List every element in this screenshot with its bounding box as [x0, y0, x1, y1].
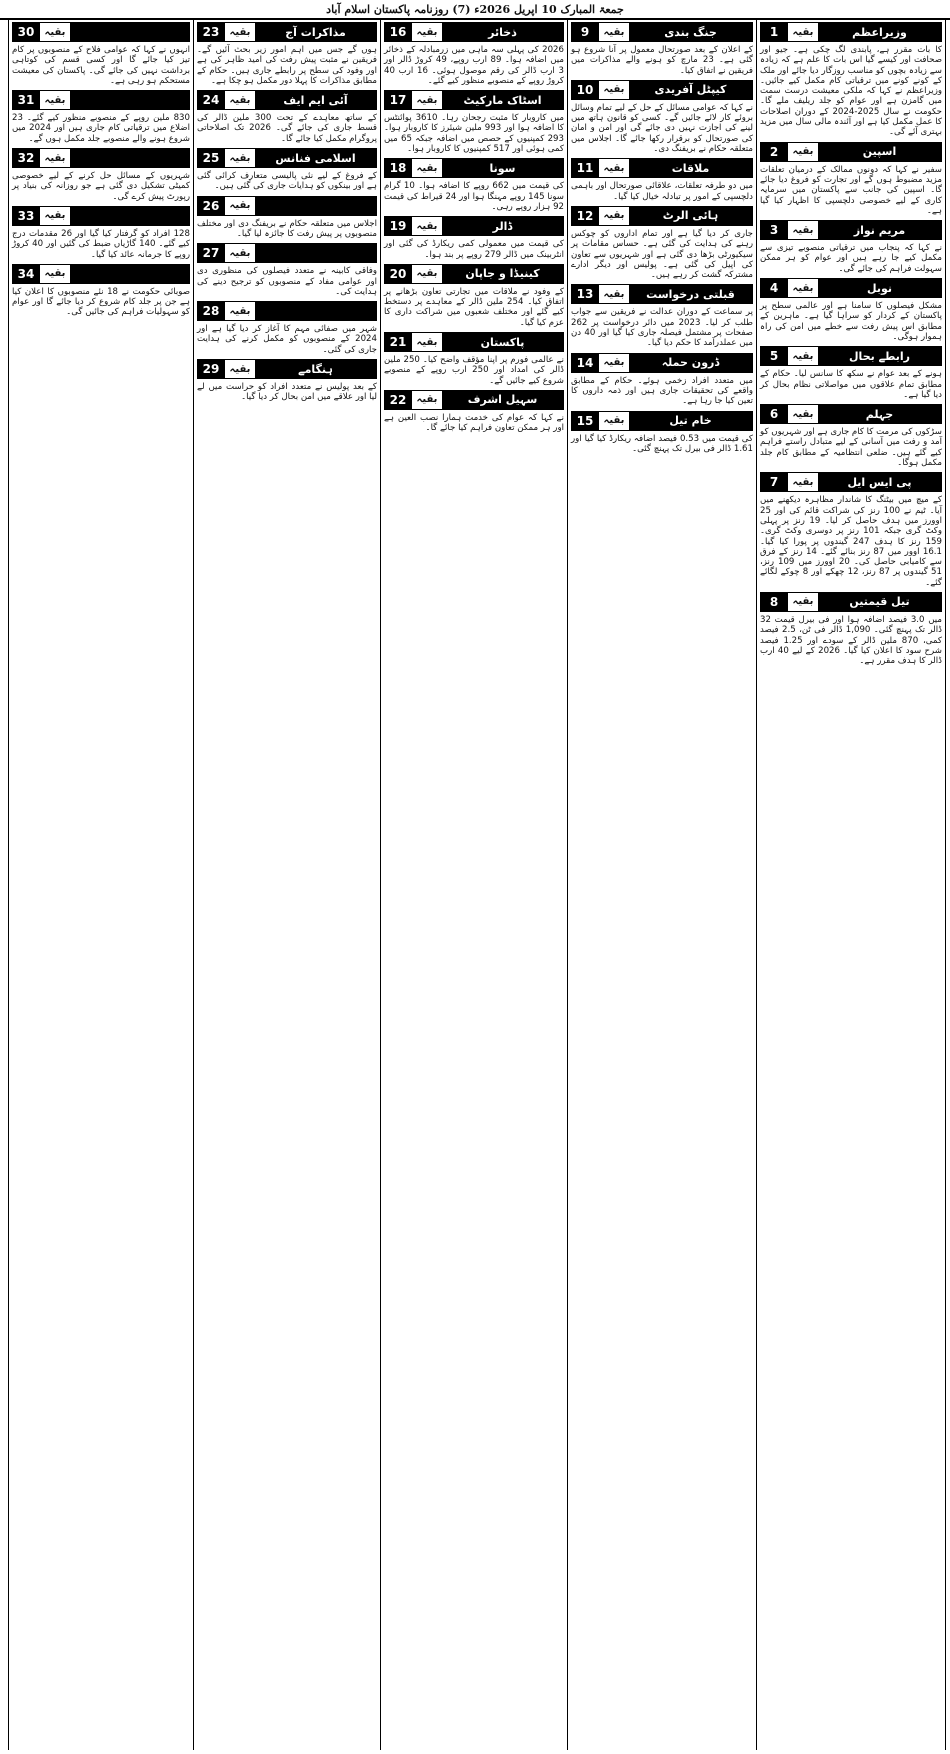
- continuation-number: 34: [13, 265, 39, 283]
- baqia-label: بقیہ: [787, 279, 818, 297]
- continuation-title: پی ایس ایل: [818, 473, 941, 491]
- continuation-block: [760, 472, 942, 588]
- continuation-block: [197, 22, 377, 86]
- article-body: کے ساتھ معاہدے کے تحت 300 ملین ڈالر کی قسط جاری کی جائے گی۔ 2026 تک اصلاحاتی پروگرام مکمل کیا جائے گا۔: [197, 113, 378, 144]
- continuation-block: [760, 220, 942, 274]
- continuation-number: 11: [572, 159, 598, 177]
- continuation-title: [70, 265, 189, 283]
- continuation-block: [384, 332, 564, 386]
- baqia-label: بقیہ: [598, 412, 629, 430]
- continuation-title: [255, 244, 376, 262]
- continuation-header: [197, 301, 377, 321]
- baqia-label: بقیہ: [411, 217, 442, 235]
- baqia-label: بقیہ: [787, 347, 818, 365]
- continuation-header: [384, 22, 564, 42]
- continuation-header: [197, 243, 377, 263]
- continuation-header: [12, 148, 190, 168]
- continuation-block: [571, 22, 753, 76]
- continuation-block: [12, 22, 190, 86]
- article-body: میں کاروبار کا مثبت رجحان رہا۔ 3610 پوائنٹس کا اضافہ ہوا اور 993 ملین شیئرز کا کاروبار ہوا۔ 293 کمپنیوں کے حصص میں اضافہ جبکہ 65 میں کمی ہوئی اور 517 کمپنیوں کا کاروبار ہوا۔: [384, 113, 564, 155]
- baqia-label: بقیہ: [787, 221, 818, 239]
- continuation-block: [760, 592, 942, 666]
- continuation-block: [760, 404, 942, 468]
- baqia-label: بقیہ: [39, 91, 70, 109]
- continuation-number: 33: [13, 207, 39, 225]
- article-body: شہر میں صفائی مہم کا آغاز کر دیا گیا ہے اور 2024 کے منصوبوں کو مکمل کرنے کی ہدایت جاری کی گئی۔: [197, 324, 377, 355]
- continuation-block: [12, 90, 190, 144]
- article-body: نے کہا کہ عوام کی خدمت ہمارا نصب العین ہے اور ہر ممکن تعاون فراہم کیا جائے گا۔: [384, 412, 564, 434]
- continuation-header: [760, 220, 942, 240]
- article-body: مشکل فیصلوں کا سامنا ہے اور عالمی سطح پر پاکستان کے کردار کو سراہا گیا ہے۔ ماہرین کے مطابق اس پیش رفت سے خطے میں امن کی راہ ہموار ہوگی۔: [760, 301, 942, 342]
- continuation-block: [12, 206, 190, 260]
- baqia-label: بقیہ: [598, 354, 629, 372]
- continuation-block: [384, 264, 564, 328]
- continuation-title: ملاقات: [629, 159, 752, 177]
- continuation-header: [760, 142, 942, 162]
- continuation-title: رابطے بحال: [818, 347, 941, 365]
- article-body: اجلاس میں متعلقہ حکام نے بریفنگ دی اور مختلف منصوبوں پر پیش رفت کا جائزہ لیا گیا۔: [197, 218, 377, 239]
- continuation-title: اسپین: [818, 143, 941, 161]
- column-2: [567, 20, 757, 1750]
- continuation-block: [571, 80, 753, 154]
- continuation-header: [760, 22, 942, 42]
- baqia-label: بقیہ: [411, 91, 442, 109]
- continuation-title: سونا: [442, 159, 563, 177]
- continuation-title: ذخائر: [442, 23, 563, 41]
- article-body: 830 ملین روپے کے منصوبے منظور کیے گئے۔ 23 اضلاع میں ترقیاتی کام جاری ہیں اور 2024 میں شروع ہونے والے منصوبے جلد مکمل ہوں گے۔: [12, 113, 190, 144]
- continuation-number: 14: [572, 354, 598, 372]
- article-body: سفیر نے کہا کہ دونوں ممالک کے درمیان تعلقات مزید مضبوط ہوں گے اور تجارت کو فروغ دیا جائے گا۔ اسپین کی جانب سے پاکستان میں سرمایہ کاری کے لیے خصوصی دلچسپی کا اظہار کیا گیا ہے۔: [760, 164, 942, 216]
- continuation-title: مریم نواز: [818, 221, 941, 239]
- article-body: کے وفود نے ملاقات میں تجارتی تعاون بڑھانے پر اتفاق کیا۔ 254 ملین ڈالر کے معاہدے پر دستخط کیے گئے اور مختلف شعبوں میں شراکت داری کا عزم کیا گیا۔: [384, 286, 564, 328]
- continuation-block: [571, 353, 753, 407]
- continuation-block: [384, 90, 564, 154]
- continuation-number: 30: [13, 23, 39, 41]
- continuation-number: 31: [13, 91, 39, 109]
- baqia-label: بقیہ: [787, 473, 818, 491]
- continuation-number: 19: [385, 217, 411, 235]
- continuation-number: 17: [385, 91, 411, 109]
- baqia-label: بقیہ: [787, 593, 818, 611]
- continuation-title: اسٹاک مارکیٹ: [442, 91, 563, 109]
- continuation-number: 8: [761, 593, 787, 611]
- continuation-header: [197, 359, 377, 379]
- baqia-label: بقیہ: [224, 197, 255, 215]
- continuation-title: [70, 149, 189, 167]
- continuation-title: [255, 197, 376, 215]
- article-body: ہونے کے بعد عوام نے سکھ کا سانس لیا۔ حکام کے مطابق تمام علاقوں میں مواصلاتی نظام بحال کر دیا گیا ہے۔: [760, 369, 942, 400]
- article-body: نے کہا کہ عوامی مسائل کے حل کے لیے تمام وسائل بروئے کار لائے جائیں گے۔ کسی کو قانون ہاتھ میں لینے کی اجازت نہیں دی جائے گی اور امن و امان کی صورتحال کو برقرار رکھا جائے گا۔ اجلاس میں متعلقہ حکام نے بریفنگ دی۔: [571, 102, 753, 155]
- continuation-number: 20: [385, 265, 411, 283]
- continuation-number: 29: [198, 360, 224, 378]
- baqia-label: بقیہ: [224, 244, 255, 262]
- article-body: ہوں گے جس میں اہم امور زیر بحث آئیں گے۔ فریقین نے مثبت پیش رفت کی امید ظاہر کی ہے اور وفود کی سطح پر رابطے جاری ہیں۔ حکام کے مطابق مذاکرات کا پہلا دور مکمل ہو چکا ہے۔: [197, 45, 377, 86]
- continuation-header: [384, 390, 564, 410]
- article-body: وفاقی کابینہ نے متعدد فیصلوں کی منظوری دی اور عوامی مفاد کے منصوبوں کو ترجیح دینے کی ہدایت کی۔: [197, 266, 377, 297]
- continuation-header: [384, 264, 564, 284]
- continuation-number: 12: [572, 207, 598, 225]
- continuation-header: [571, 80, 753, 100]
- continuation-title: جہلم: [818, 405, 941, 423]
- continuation-header: [760, 404, 942, 424]
- baqia-label: بقیہ: [411, 391, 442, 409]
- continuation-number: 21: [385, 333, 411, 351]
- continuation-header: [760, 592, 942, 612]
- continuation-number: 23: [198, 23, 224, 41]
- article-body: 2026 کی پہلی سہ ماہی میں زرمبادلہ کے ذخائر میں اضافہ ہوا۔ 89 ارب روپے، 49 کروڑ ڈالر اور 3 ارب ڈالر کی رقم موصول ہوئی۔ 16 ارب 40 کروڑ روپے کے منصوبے منظور کیے گئے۔: [384, 45, 565, 86]
- continuation-block: [760, 142, 942, 216]
- continuation-number: 3: [761, 221, 787, 239]
- continuation-number: 18: [385, 159, 411, 177]
- baqia-label: بقیہ: [39, 149, 70, 167]
- baqia-label: بقیہ: [224, 149, 255, 167]
- continuation-header: [12, 90, 190, 110]
- continuation-title: ہائی الرٹ: [629, 207, 752, 225]
- article-body: کے بعد پولیس نے متعدد افراد کو حراست میں لے لیا اور علاقے میں امن بحال کر دیا گیا۔: [197, 382, 377, 403]
- baqia-label: بقیہ: [787, 405, 818, 423]
- continuation-number: 13: [572, 285, 598, 303]
- continuation-title: سہیل اشرف: [442, 391, 563, 409]
- continuation-header: [197, 22, 377, 42]
- column-3: [380, 20, 568, 1750]
- article-body: میں دو طرفہ تعلقات، علاقائی صورتحال اور باہمی دلچسپی کے امور پر تبادلہ خیال کیا گیا۔: [571, 181, 753, 202]
- continuation-block: [760, 22, 942, 138]
- continuation-block: [197, 148, 377, 192]
- article-body: میں متعدد افراد زخمی ہوئے۔ حکام کے مطابق واقعے کی تحقیقات جاری ہیں اور ذمہ داروں کا تعین کیا جا رہا ہے۔: [571, 375, 753, 407]
- baqia-label: بقیہ: [787, 143, 818, 161]
- continuation-number: 27: [198, 244, 224, 262]
- continuation-title: [70, 91, 189, 109]
- continuation-block: [760, 278, 942, 342]
- continuation-number: 10: [572, 81, 598, 99]
- baqia-label: بقیہ: [787, 23, 818, 41]
- continuation-number: 24: [198, 91, 224, 109]
- article-body: نے عالمی فورم پر اپنا مؤقف واضح کیا۔ 250 ملین ڈالر کی امداد اور 250 ارب روپے کے منصوبے شروع کیے جائیں گے۔: [384, 355, 564, 386]
- continuation-block: [197, 243, 377, 297]
- continuation-header: [571, 206, 753, 226]
- continuation-header: [571, 284, 753, 304]
- article-body: انہوں نے کہا کہ عوامی فلاح کے منصوبوں پر کام تیز کیا جائے گا اور کسی قسم کی کوتاہی برداشت نہیں کی جائے گی۔ پاکستان کی معیشت مستحکم ہو رہی ہے۔: [12, 45, 190, 86]
- continuation-title: جنگ بندی: [629, 23, 752, 41]
- baqia-label: بقیہ: [598, 81, 629, 99]
- continuation-block: [384, 158, 564, 212]
- newspaper-page: [4, 20, 946, 1750]
- article-body: کی قیمت میں 0.53 فیصد اضافہ ریکارڈ کیا گیا اور 1.61 ڈالر فی بیرل تک پہنچ گئی۔: [571, 433, 753, 454]
- continuation-title: اسلامی فنانس: [255, 149, 376, 167]
- baqia-label: بقیہ: [598, 285, 629, 303]
- continuation-number: 25: [198, 149, 224, 167]
- continuation-title: قبلتی درخواست: [629, 285, 752, 303]
- article-body: کے میچ میں بیٹنگ کا شاندار مظاہرہ دیکھنے میں آیا۔ ٹیم نے 100 رنز کی شراکت قائم کی اور 25 اوورز میں ہدف حاصل کر لیا۔ 19 رنز پر پہلی وکٹ گری جبکہ 101 رنز پر دوسری وکٹ گری۔ 159 رنز کا ہدف 247 گیندوں پر پورا کیا گیا۔ 16.1 اوور میں 87 رنز بنائے گئے۔ 14 رنز کے فرق سے کامیابی حاصل کی۔ 20 اوورز میں 109 رنز، 51 گیندوں پر 87 رنز، 12 چھکے اور 8 چوکے لگائے گئے۔: [760, 495, 943, 588]
- continuation-title: [70, 207, 189, 225]
- continuation-header: [384, 332, 564, 352]
- baqia-label: بقیہ: [598, 207, 629, 225]
- continuation-title: ڈالر: [442, 217, 563, 235]
- baqia-label: بقیہ: [598, 23, 629, 41]
- continuation-block: [571, 284, 753, 348]
- continuation-header: [384, 90, 564, 110]
- continuation-title: پاکستان: [442, 333, 563, 351]
- continuation-number: 7: [761, 473, 787, 491]
- continuation-header: [12, 206, 190, 226]
- baqia-label: بقیہ: [224, 23, 255, 41]
- continuation-block: [12, 148, 190, 202]
- article-body: کی قیمت میں 662 روپے کا اضافہ ہوا۔ 10 گرام سونا 145 روپے مہنگا ہوا اور 24 قیراط کی قیمت 92 ہزار روپے رہی۔: [384, 181, 564, 212]
- continuation-number: 5: [761, 347, 787, 365]
- article-body: 128 افراد کو گرفتار کیا گیا اور 26 مقدمات درج کیے گئے۔ 140 گاڑیاں ضبط کی گئیں اور 40 کروڑ روپے کا جرمانہ عائد کیا گیا۔: [12, 228, 190, 260]
- continuation-block: [197, 90, 377, 144]
- article-body: میں 3.0 فیصد اضافہ ہوا اور فی بیرل قیمت 32 ڈالر تک پہنچ گئی۔ 1,090 ڈالر فی ٹن، 2.5 فیصد کمی، 870 ملین ڈالر کے سودے اور 1.25 فیصد شرح سود کا اعلان کیا گیا۔ 2026 کے لیے 40 ارب ڈالر کا ہدف مقرر ہے۔: [760, 614, 942, 667]
- continuation-number: 22: [385, 391, 411, 409]
- continuation-header: [571, 158, 753, 178]
- column-1: [756, 20, 946, 1750]
- article-body: جاری کر دیا گیا ہے اور تمام اداروں کو چوکس رہنے کی ہدایت کی گئی ہے۔ حساس مقامات پر سیکیورٹی بڑھا دی گئی ہے اور شہریوں سے تعاون کی اپیل کی گئی ہے۔ پولیس اور دیگر ادارے مشترکہ گشت کر رہے ہیں۔: [571, 228, 753, 281]
- continuation-block: [384, 390, 564, 434]
- continuation-title: [255, 302, 376, 320]
- baqia-label: بقیہ: [411, 265, 442, 283]
- baqia-label: بقیہ: [411, 23, 442, 41]
- continuation-header: [760, 346, 942, 366]
- continuation-number: 2: [761, 143, 787, 161]
- baqia-label: بقیہ: [224, 360, 255, 378]
- baqia-label: بقیہ: [224, 302, 255, 320]
- baqia-label: بقیہ: [411, 159, 442, 177]
- continuation-title: نوبل: [818, 279, 941, 297]
- continuation-header: [12, 22, 190, 42]
- continuation-block: [12, 264, 190, 318]
- continuation-header: [197, 148, 377, 168]
- baqia-label: بقیہ: [39, 23, 70, 41]
- baqia-label: بقیہ: [39, 207, 70, 225]
- article-body: سڑکوں کی مرمت کا کام جاری ہے اور شہریوں کو آمد و رفت میں آسانی کے لیے متبادل راستے فراہم کیے گئے ہیں۔ ضلعی انتظامیہ کے مطابق کام جلد مکمل ہوگا۔: [760, 427, 942, 469]
- continuation-header: [760, 278, 942, 298]
- continuation-header: [571, 353, 753, 373]
- article-body: نے کہا کہ پنجاب میں ترقیاتی منصوبے تیزی سے مکمل کیے جا رہے ہیں اور عوام کو ہر ممکن سہولت فراہم کی جائے گی۔: [760, 243, 942, 274]
- continuation-number: 9: [572, 23, 598, 41]
- continuation-number: 16: [385, 23, 411, 41]
- column-4: [193, 20, 381, 1750]
- continuation-header: [571, 22, 753, 42]
- continuation-title: خام تیل: [629, 412, 752, 430]
- continuation-block: [760, 346, 942, 400]
- continuation-number: 4: [761, 279, 787, 297]
- continuation-number: 28: [198, 302, 224, 320]
- continuation-title: ڈرون حملہ: [629, 354, 752, 372]
- continuation-number: 6: [761, 405, 787, 423]
- continuation-title: ہنگامے: [255, 360, 376, 378]
- continuation-number: 32: [13, 149, 39, 167]
- continuation-block: [571, 411, 753, 455]
- continuation-block: [571, 158, 753, 202]
- column-5: [8, 20, 194, 1750]
- article-body: کا بات مقرر ہے، پابندی لگ چکی ہے۔ جیو اور صحافت اور کیسے گیا اس بات کا علم ہے کہ زیادہ سے زیادہ بچوں کو مناسب روزگار دیا جائے اور ملک کے کونے کونے میں ترقیاتی کام مکمل کیے جائیں۔ وزیراعظم نے کہا کہ ملکی معیشت درست سمت میں گامزن ہے اور عوام کو جلد ریلیف ملے گا۔ حکومت نے سال 2025-2024 کے دوران اصلاحات کا عمل مکمل کیا ہے اور آئندہ مالی سال میں مزید بہتری آئے گی۔: [760, 45, 942, 138]
- continuation-header: [197, 196, 377, 216]
- continuation-title: کینیڈا و جاپان: [442, 265, 563, 283]
- continuation-block: [384, 216, 564, 260]
- continuation-header: [197, 90, 377, 110]
- article-body: پر سماعت کے دوران عدالت نے فریقین سے جواب طلب کر لیا۔ 2023 میں دائر درخواست پر 262 صفحات پر مشتمل فیصلہ جاری کیا گیا اور 40 دن میں عملدرآمد کا حکم دیا گیا۔: [571, 307, 753, 349]
- continuation-header: [571, 411, 753, 431]
- continuation-title: کیپٹل آفریدی: [629, 81, 752, 99]
- continuation-title: آئی ایم ایف: [255, 91, 376, 109]
- article-body: کی قیمت میں معمولی کمی ریکارڈ کی گئی اور انٹربینک میں ڈالر 279 روپے پر بند ہوا۔: [384, 239, 564, 260]
- continuation-header: [12, 264, 190, 284]
- continuation-header: [384, 158, 564, 178]
- continuation-title: [70, 23, 189, 41]
- continuation-header: [384, 216, 564, 236]
- baqia-label: بقیہ: [224, 91, 255, 109]
- continuation-number: 15: [572, 412, 598, 430]
- article-body: شہریوں کے مسائل حل کرنے کے لیے خصوصی کمیٹی تشکیل دی گئی ہے جو روزانہ کی بنیاد پر رپورٹ پیش کرے گی۔: [12, 171, 190, 202]
- article-body: صوبائی حکومت نے 18 نئے منصوبوں کا اعلان کیا ہے جن پر جلد کام شروع کر دیا جائے گا اور عوام کو سہولیات فراہم کی جائیں گی۔: [12, 286, 190, 318]
- continuation-title: مذاکرات آج: [255, 23, 376, 41]
- continuation-block: [197, 196, 377, 240]
- continuation-block: [197, 301, 377, 355]
- continuation-block: [571, 206, 753, 280]
- baqia-label: بقیہ: [411, 333, 442, 351]
- masthead: جمعۃ المبارک 10 اپریل 2026ء (7) روزنامہ پاکستان اسلام آباد: [0, 0, 950, 20]
- continuation-title: تیل قیمتیں: [818, 593, 941, 611]
- baqia-label: بقیہ: [598, 159, 629, 177]
- continuation-header: [760, 472, 942, 492]
- article-body: کے اعلان کے بعد صورتحال معمول پر آنا شروع ہو گئی ہے۔ 23 مارچ کو ہونے والے مذاکرات میں فریقین نے اتفاق کیا۔: [571, 45, 754, 76]
- article-body: کے فروغ کے لیے نئی پالیسی متعارف کرائی گئی ہے اور بینکوں کو ہدایات جاری کی گئی ہیں۔: [197, 171, 377, 192]
- continuation-number: 1: [761, 23, 787, 41]
- continuation-number: 26: [198, 197, 224, 215]
- continuation-block: [197, 359, 377, 403]
- continuation-title: وزیراعظم: [818, 23, 941, 41]
- baqia-label: بقیہ: [39, 265, 70, 283]
- continuation-block: [384, 22, 564, 86]
